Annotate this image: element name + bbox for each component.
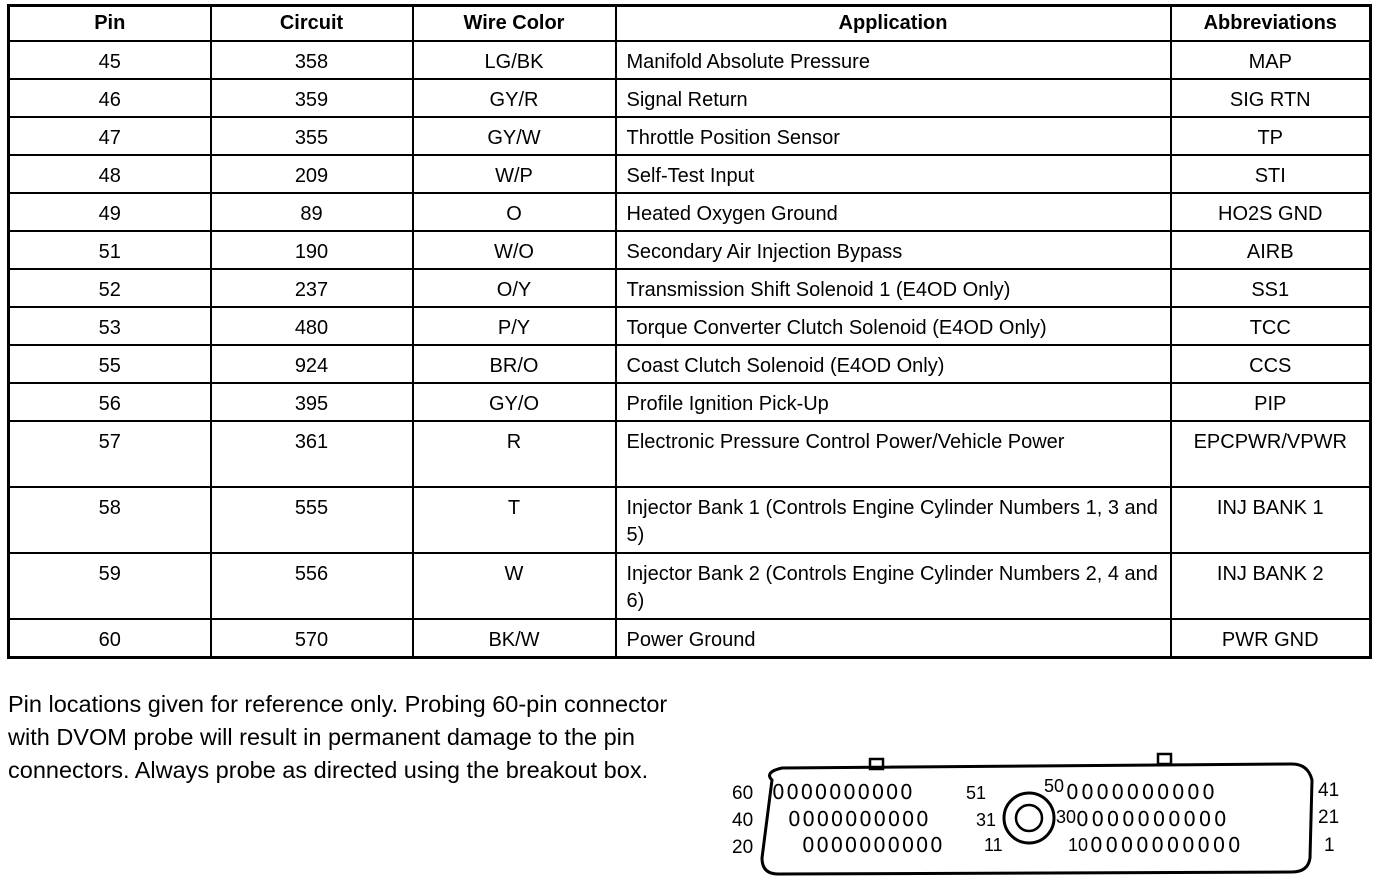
table-row <box>9 307 1371 345</box>
cell-application: Torque Converter Clutch Solenoid (E4OD Only) <box>616 307 1171 345</box>
pin-row-3-right: 0000000000 <box>1090 833 1244 857</box>
cell-abbreviation: TCC <box>1171 307 1371 345</box>
label-41: 41 <box>1318 780 1340 801</box>
cell-abbreviation: SIG RTN <box>1171 79 1371 117</box>
cell-circuit: 190 <box>211 231 413 269</box>
cell-wire-color: P/Y <box>413 307 616 345</box>
table-row <box>9 41 1371 79</box>
cell-application: Secondary Air Injection Bypass <box>616 231 1171 269</box>
pin-row-2-right: 0000000000 <box>1076 807 1230 831</box>
table-row <box>9 79 1371 117</box>
cell-wire-color: W/P <box>413 155 616 193</box>
header-wire-color: Wire Color <box>413 6 616 42</box>
cell-wire-color: R <box>413 421 616 487</box>
connector-boss-inner <box>1016 805 1042 831</box>
label-51: 51 <box>966 783 987 803</box>
pin-row-1-right: 0000000000 <box>1066 780 1218 804</box>
table-row <box>9 619 1371 658</box>
cell-abbreviation: INJ BANK 2 <box>1171 553 1371 619</box>
reference-note: Pin locations given for reference only. Probing 60-pin connector with DVOM probe will result in permanent damage to the pin connectors. Always probe as directed using the breakout box. <box>8 691 668 783</box>
connector-diagram <box>722 748 1342 878</box>
cell-abbreviation: MAP <box>1171 41 1371 79</box>
cell-pin: 45 <box>9 41 211 79</box>
connector-boss-outer <box>1004 793 1054 843</box>
label-10: 10 <box>1068 835 1089 855</box>
cell-pin: 48 <box>9 155 211 193</box>
cell-circuit: 556 <box>211 553 413 619</box>
cell-application: Profile Ignition Pick-Up <box>616 383 1171 421</box>
cell-application: Injector Bank 1 (Controls Engine Cylinder Numbers 1, 3 and 5) <box>616 487 1171 553</box>
cell-abbreviation: INJ BANK 1 <box>1171 487 1371 553</box>
pin-row-3-left: 0000000000 <box>802 833 945 857</box>
cell-application: Injector Bank 2 (Controls Engine Cylinder Numbers 2, 4 and 6) <box>616 553 1171 619</box>
table-row <box>9 117 1371 155</box>
table-header-row <box>9 6 1371 42</box>
cell-abbreviation: PWR GND <box>1171 619 1371 658</box>
pin-row-2-left: 0000000000 <box>788 807 931 831</box>
label-21: 21 <box>1318 807 1340 828</box>
table-row <box>9 421 1371 487</box>
cell-circuit: 555 <box>211 487 413 553</box>
cell-application: Signal Return <box>616 79 1171 117</box>
cell-wire-color: BK/W <box>413 619 616 658</box>
cell-abbreviation: EPCPWR/VPWR <box>1171 421 1371 487</box>
cell-circuit: 361 <box>211 421 413 487</box>
cell-pin: 47 <box>9 117 211 155</box>
label-50: 50 <box>1044 776 1065 796</box>
cell-wire-color: W/O <box>413 231 616 269</box>
cell-application: Coast Clutch Solenoid (E4OD Only) <box>616 345 1171 383</box>
cell-application: Throttle Position Sensor <box>616 117 1171 155</box>
cell-pin: 55 <box>9 345 211 383</box>
cell-application: Transmission Shift Solenoid 1 (E4OD Only) <box>616 269 1171 307</box>
cell-wire-color: GY/W <box>413 117 616 155</box>
table-row <box>9 193 1371 231</box>
pin-table <box>7 4 1372 659</box>
cell-wire-color: GY/R <box>413 79 616 117</box>
cell-wire-color: T <box>413 487 616 553</box>
table-row <box>9 231 1371 269</box>
cell-circuit: 924 <box>211 345 413 383</box>
cell-pin: 57 <box>9 421 211 487</box>
cell-circuit: 570 <box>211 619 413 658</box>
header-pin: Pin <box>9 6 211 42</box>
cell-wire-color: LG/BK <box>413 41 616 79</box>
cell-pin: 60 <box>9 619 211 658</box>
cell-wire-color: BR/O <box>413 345 616 383</box>
cell-circuit: 359 <box>211 79 413 117</box>
cell-application: Self-Test Input <box>616 155 1171 193</box>
header-circuit: Circuit <box>211 6 413 42</box>
cell-abbreviation: SS1 <box>1171 269 1371 307</box>
cell-wire-color: O/Y <box>413 269 616 307</box>
cell-abbreviation: HO2S GND <box>1171 193 1371 231</box>
cell-abbreviation: STI <box>1171 155 1371 193</box>
table-row <box>9 383 1371 421</box>
label-31: 31 <box>976 810 997 830</box>
cell-abbreviation: PIP <box>1171 383 1371 421</box>
label-30: 30 <box>1056 807 1077 827</box>
cell-abbreviation: TP <box>1171 117 1371 155</box>
table-row <box>9 345 1371 383</box>
cell-pin: 49 <box>9 193 211 231</box>
table-row <box>9 553 1371 619</box>
cell-wire-color: W <box>413 553 616 619</box>
cell-circuit: 237 <box>211 269 413 307</box>
label-40: 40 <box>732 810 754 831</box>
cell-circuit: 358 <box>211 41 413 79</box>
cell-abbreviation: CCS <box>1171 345 1371 383</box>
cell-abbreviation: AIRB <box>1171 231 1371 269</box>
cell-pin: 53 <box>9 307 211 345</box>
cell-application: Power Ground <box>616 619 1171 658</box>
cell-application: Heated Oxygen Ground <box>616 193 1171 231</box>
label-60: 60 <box>732 783 754 804</box>
header-abbreviations: Abbreviations <box>1171 6 1371 42</box>
label-11: 11 <box>984 835 1003 855</box>
cell-application: Manifold Absolute Pressure <box>616 41 1171 79</box>
pin-row-1-left: 0000000000 <box>772 780 915 804</box>
cell-pin: 51 <box>9 231 211 269</box>
cell-wire-color: O <box>413 193 616 231</box>
table-row <box>9 269 1371 307</box>
cell-wire-color: GY/O <box>413 383 616 421</box>
cell-circuit: 480 <box>211 307 413 345</box>
cell-application: Electronic Pressure Control Power/Vehicle Power <box>616 421 1171 487</box>
header-application: Application <box>616 6 1171 42</box>
cell-pin: 58 <box>9 487 211 553</box>
table-row <box>9 155 1371 193</box>
cell-circuit: 89 <box>211 193 413 231</box>
cell-pin: 56 <box>9 383 211 421</box>
table-row <box>9 487 1371 553</box>
cell-circuit: 395 <box>211 383 413 421</box>
cell-pin: 46 <box>9 79 211 117</box>
label-20: 20 <box>732 837 754 858</box>
label-1: 1 <box>1324 835 1335 856</box>
connector-tab-right <box>1158 754 1171 764</box>
cell-pin: 52 <box>9 269 211 307</box>
cell-pin: 59 <box>9 553 211 619</box>
cell-circuit: 355 <box>211 117 413 155</box>
cell-circuit: 209 <box>211 155 413 193</box>
